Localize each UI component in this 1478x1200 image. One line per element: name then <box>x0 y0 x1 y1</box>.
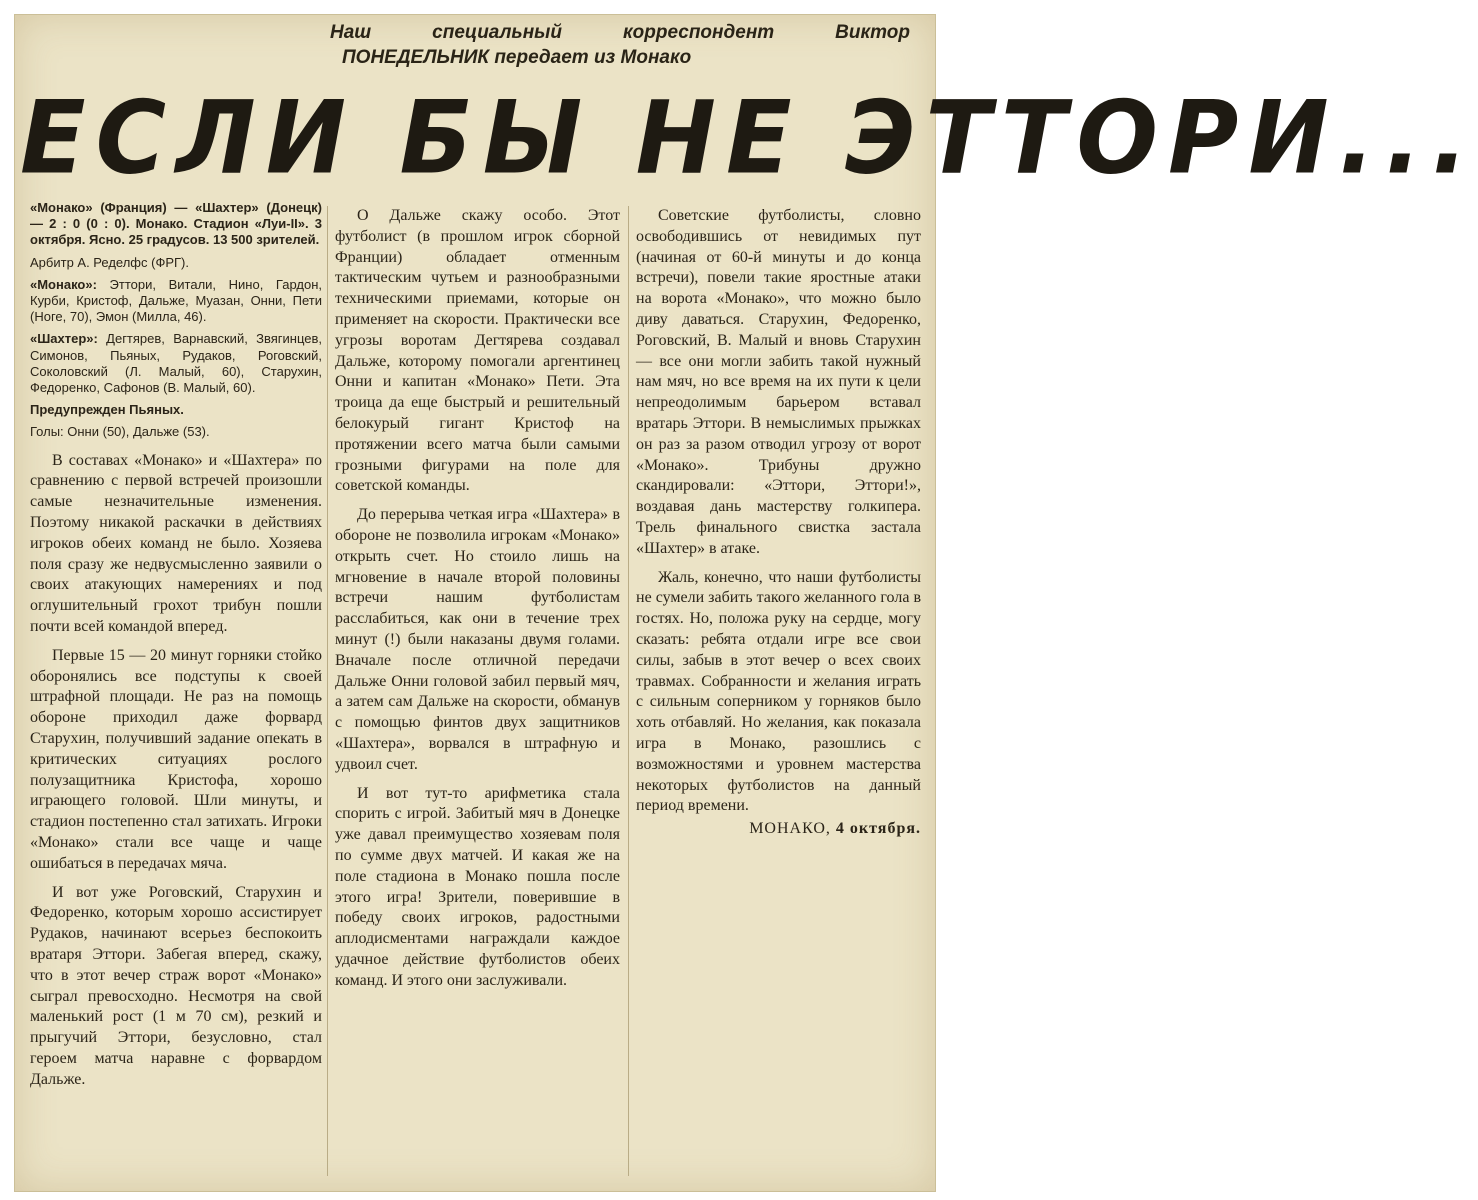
match-result: «Монако» (Франция) — «Шахтер» (Донецк) — 2 : 0 (0 : 0). Монако. Стадион «Луи-II». 3 октября. Ясно. 25 градусов. 13 500 зрителей. <box>30 200 322 248</box>
shakhtar-players: Дегтярев, Варнавский, Звягинцев, Симонов, Пьяных, Рудаков, Роговский, Соколовский (Л. Малый, 60), Старухин, Федоренко, Сафонов (В. Малый, 60). <box>30 331 322 396</box>
article-paragraph: До перерыва четкая игра «Шахтера» в обороне не позволила игрокам «Монако» открыть счет. Но стоило лишь на мгновение в начале второй половины встречи нашим футболистам расслабиться, как они в течение трех минут (!) были наказаны двумя голами. Вначале после отличной передачи Дальже Онни головой забил первый мяч, а затем сам Дальже на скорости, обманув с помощью финтов двух защитников «Шахтера», ворвался в штрафную и удвоил счет. <box>335 506 620 773</box>
article-paragraph: Жаль, конечно, что наши футболисты не сумели забить такого желанного гола в гостях. Но, положа руку на сердце, могу сказать: ребята отдали игре все свои силы, забыв в этот вечер о всех своих травмах. Собранности и желания играть с сильным соперником у горняков было хоть отбавляй. Но желания, как показала игра в Монако, разошлись с возможностями и уровнем мастерства некоторых футболистов на данный период времени. <box>636 568 921 815</box>
article-paragraph: И вот уже Роговский, Старухин и Федоренко, которым хорошо ассистирует Рудаков, начинают всерьез беспокоить вратаря Эттори. Забегая вперед, скажу, что в этот вечер страж ворот «Монако» сыграл превосходно. Несмотря на свой маленький рост (1 м 70 см), резкий и прыгучий Эттори, безусловно, стал героем матча наравне с форвардом Дальже. <box>30 883 322 1088</box>
article-paragraph: Советские футболисты, словно освободившись от невидимых пут (начиная от 60-й минуты и до конца встречи), повели такие яростные атаки на ворота «Монако», что можно было диву даваться. Старухин, Федоренко, Роговский, В. Малый и вновь Старухин — все они могли забить такой нужный нам мяч, но все время на их пути к цели непреодолимым барьером вставал вратарь Эттори. В немыслимых прыжках он раз за разом отводил угрозу от ворот «Монако». Трибуны дружно скандировали: «Эттори, Эттори!», воздавая дань мастерству голкипера. Трель финального свистка застала «Шахтер» в атаке. <box>636 207 921 557</box>
monaco-lineup <box>30 277 322 326</box>
monaco-players: Эттори, Витали, Нино, Гардон, Курби, Кристоф, Дальже, Муазан, Онни, Пети (Ноге, 70), Эмон (Милла, 46). <box>30 276 322 325</box>
article-paragraph: И вот тут-то арифметика стала спорить с игрой. Забитый мяч в Донецке уже давал преимущество хозяевам поля по сумме двух матчей. И какая же на поле стадиона в Монако пошла после этого игра! Зрители, поверившие в победу своих игроков, радостными аплодисментами награждали каждое удачное действие футболистов обеих команд. И этого они заслуживали. <box>335 784 620 989</box>
column-divider <box>327 206 328 1176</box>
dateline <box>636 819 921 840</box>
column-2 <box>335 206 620 991</box>
headline: ЕСЛИ БЫ НЕ ЭТТОРИ... <box>20 78 1478 197</box>
article-paragraph: В составах «Монако» и «Шахтера» по сравнению с первой встречей произошли самые незначительные изменения. Поэтому никакой раскачки в действиях игроков обеих команд не было. Хозяева поля сразу же недвусмысленно заявили о своих атакующих намерениях и под оглушительный грохот трибун пошли почти всей командой вперед. <box>30 451 322 636</box>
monaco-label: «Монако»: <box>30 276 97 292</box>
dateline-place: МОНАКО, <box>749 820 831 838</box>
column-3 <box>636 206 921 840</box>
match-referee: Арбитр А. Ределфс (ФРГ). <box>30 254 189 270</box>
dateline-date: 4 октября. <box>835 820 921 838</box>
byline <box>330 20 910 70</box>
byline-line-1: Наш специальный корреспондент Виктор <box>330 22 910 43</box>
match-goals: Голы: Онни (50), Дальже (53). <box>30 424 210 440</box>
match-warning: Предупрежден Пьяных. <box>30 402 184 418</box>
article-paragraph: Первые 15 — 20 минут горняки стойко оборонялись все подступы к своей штрафной площади. Не раз на помощь обороне приходил даже форвард Старухин, получивший задание опекать в критических ситуациях рослого полузащитника Кристофа, хорошо играющего головой. Шли минуты, и стадион постепенно стал затихать. Игроки «Монако» стали все чаще и чаще ошибаться в передачах мяча. <box>30 646 322 872</box>
article-paragraph: О Дальже скажу особо. Этот футболист (в прошлом игрок сборной Франции) обладает отменным тактическим чутьем и разнообразными техническими приемами, которые он применяет на скорости. Практически все угрозы воротам Дегтярева создавал Дальже, которому помогали аргентинец Онни и капитан «Монако» Пети. Эта троица да еще быстрый и решительный белокурый гигант Кристоф на протяжении всего матча были самыми грозными фигурами на поле для советской команды. <box>335 207 620 495</box>
shakhtar-label: «Шахтер»: <box>30 331 98 347</box>
shakhtar-lineup <box>30 331 322 396</box>
byline-line-2: ПОНЕДЕЛЬНИК передает из Монако <box>342 47 692 68</box>
column-1 <box>30 200 322 1091</box>
column-divider <box>628 206 629 1176</box>
